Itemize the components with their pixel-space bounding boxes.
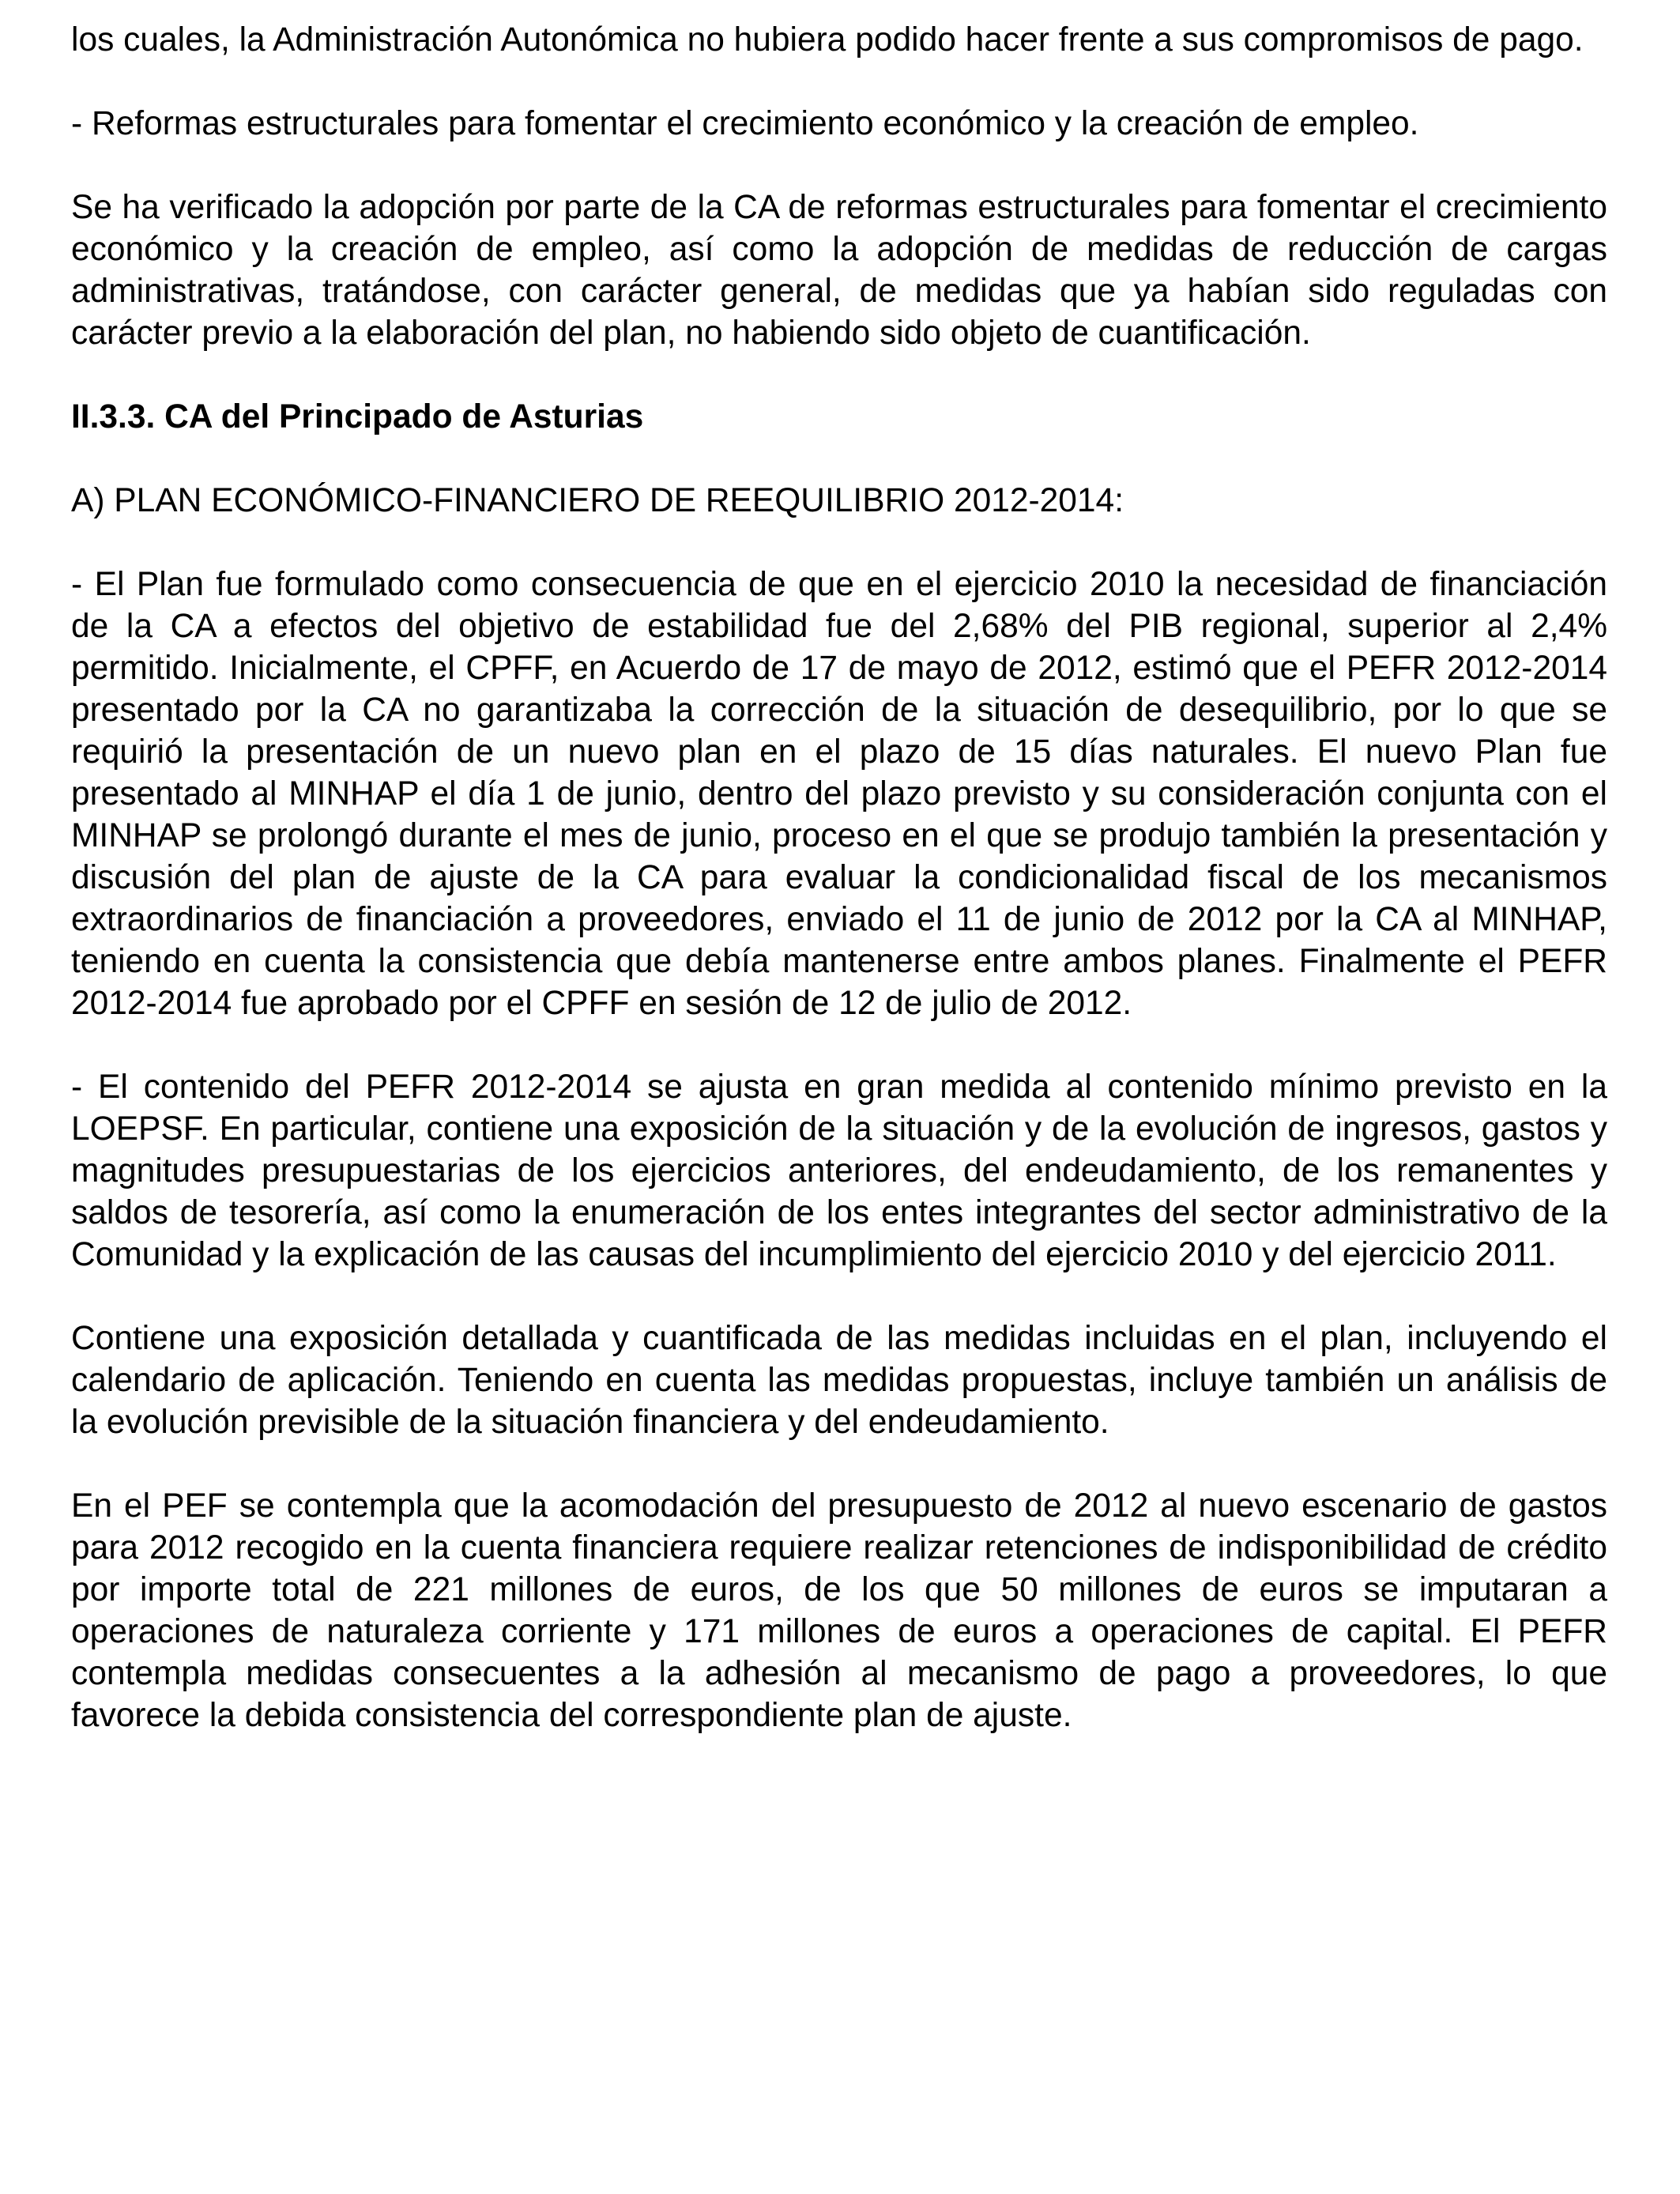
paragraph-bullet-reformas: - Reformas estructurales para fomentar el crecimiento económico y la creación de empleo. — [71, 105, 1419, 142]
paragraph-acomodacion-presupuesto: En el PEF se contempla que la acomodación del presupuesto de 2012 al nuevo escenario de gastos para 2012 recogido en la cuenta financiera requiere realizar retenciones de indisponibilidad de crédito por importe total de 221 millones de euros, de los que 50 millones de euros se imputaran a operaciones de naturaleza corriente y 171 millones de euros a operaciones de capital. El PEFR contempla medidas consecuentes a la adhesión al mecanismo de pago a proveedores, lo que favorece la debida consistencia del correspondiente plan de ajuste. — [71, 1487, 1607, 1734]
section-heading: II.3.3. CA del Principado de Asturias — [71, 398, 644, 435]
document-page — [71, 19, 1607, 1778]
subsection-heading: A) PLAN ECONÓMICO-FINANCIERO DE REEQUILIBRIO 2012-2014: — [71, 482, 1124, 519]
paragraph-plan-formulado: - El Plan fue formulado como consecuencia de que en el ejercicio 2010 la necesidad de financiación de la CA a efectos del objetivo de estabilidad fue del 2,68% del PIB regional, superior al 2,4% permitido. Inicialmente, el CPFF, en Acuerdo de 17 de mayo de 2012, estimó que el PEFR 2012-2014 presentado por la CA no garantizaba la corrección de la situación de desequilibrio, por lo que se requirió la presentación de un nuevo plan en el plazo de 15 días naturales. El nuevo Plan fue presentado al MINHAP el día 1 de junio, dentro del plazo previsto y su consideración conjunta con el MINHAP se prolongó durante el mes de junio, proceso en el que se produjo también la presentación y discusión del plan de ajuste de la CA para evaluar la condicionalidad fiscal de los mecanismos extraordinarios de financiación a proveedores, enviado el 11 de junio de 2012 por la CA al MINHAP, teniendo en cuenta la consistencia que debía mantenerse entre ambos planes. Finalmente el PEFR 2012-2014 fue aprobado por el CPFF en sesión de 12 de julio de 2012. — [71, 566, 1607, 1022]
paragraph-contenido-pefr: - El contenido del PEFR 2012-2014 se ajusta en gran medida al contenido mínimo previsto en la LOEPSF. En particular, contiene una exposición de la situación y de la evolución de ingresos, gastos y magnitudes presupuestarias de los ejercicios anteriores, del endeudamiento, de los remanentes y saldos de tesorería, así como la enumeración de los entes integrantes del sector administrativo de la Comunidad y la explicación de las causas del incumplimiento del ejercicio 2010 y del ejercicio 2011. — [71, 1069, 1607, 1273]
paragraph-reformas-verificadas: Se ha verificado la adopción por parte de la CA de reformas estructurales para fomentar el crecimiento económico y la creación de empleo, así como la adopción de medidas de reducción de cargas administrativas, tratándose, con carácter general, de medidas que ya habían sido reguladas con carácter previo a la elaboración del plan, no habiendo sido objeto de cuantificación. — [71, 189, 1607, 352]
paragraph-exposicion-medidas: Contiene una exposición detallada y cuantificada de las medidas incluidas en el plan, incluyendo el calendario de aplicación. Teniendo en cuenta las medidas propuestas, incluye también un análisis de la evolución previsible de la situación financiera y del endeudamiento. — [71, 1320, 1607, 1441]
paragraph-continuation: los cuales, la Administración Autonómica no hubiera podido hacer frente a sus compromisos de pago. — [71, 21, 1584, 58]
